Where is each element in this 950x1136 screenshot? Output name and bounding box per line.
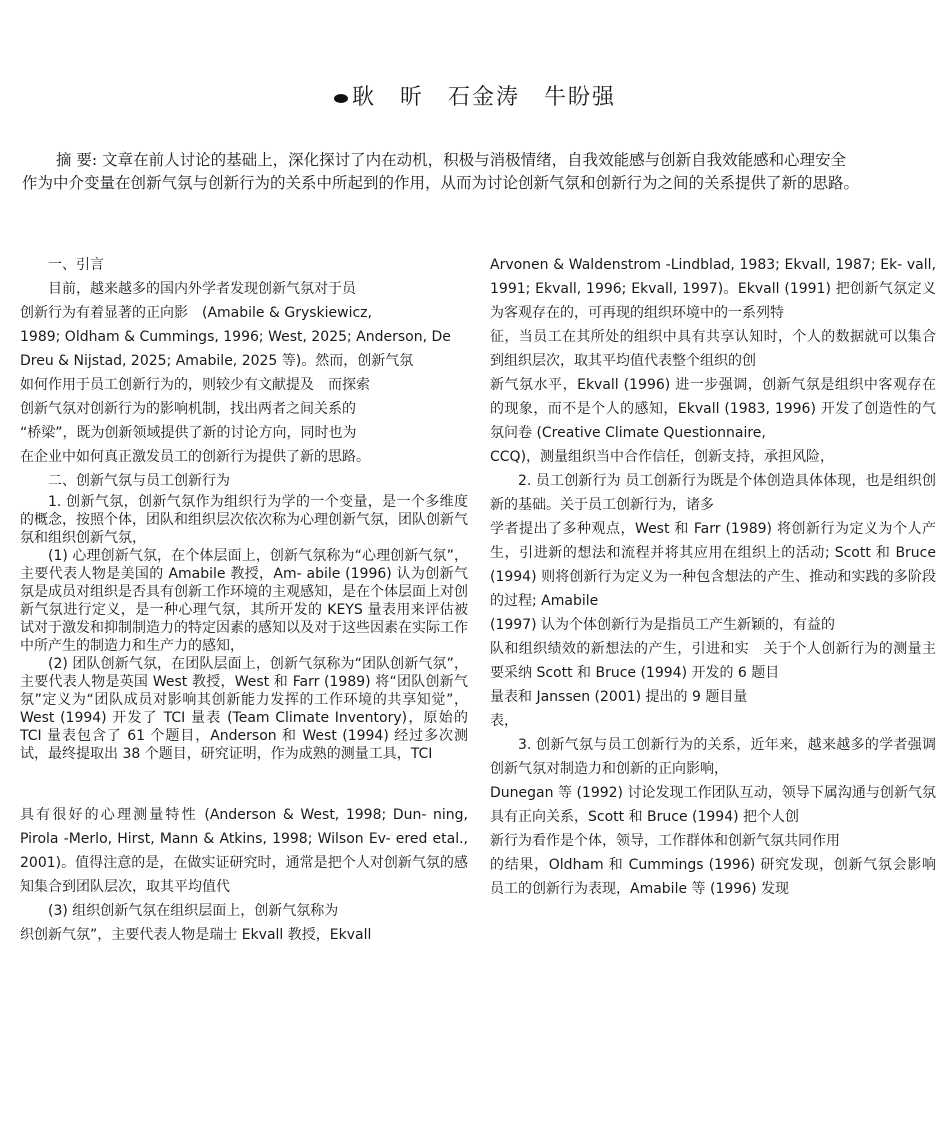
paragraph: (1) 心理创新气氛，在个体层面上，创新气氛称为“心理创新气氛”，主要代表人物是美国的 Amabile 教授，Am- abile (1996) 认为创新气氛是成员对组织是否具有创新工作环境的主观感知，是在个体层面上对创新气氛进行定义，是一种心理气氛，其所开发的 KEYS 量表用来评估被试对于激发和抑制制造力的特定因素的感知以及对于这些因素在实际工作中所产生的制造力和生产力的感知， [20,548,468,654]
paragraph-line: 在企业中如何真正激发员工的创新行为提供了新的思路。 [20,449,370,465]
paragraph: 队和组织绩效的新想法的产生，引进和实 关于个人创新行为的测量主要采纳 Scott 和 Bruce (1994) 开发的 6 题目 [490,641,936,681]
author-names: 耿 昕 石金涛 牛盼强 [351,85,616,110]
paragraph-line: 目前，越来越多的国内外学者发现创新气氛对于员 [48,281,356,297]
paragraph-line: (3) 组织创新气氛在组织层面上，创新气氛称为 [48,903,339,919]
paragraph: 征，当员工在其所处的组织中具有共享认知时，个人的数据就可以集合到组织层次，取其平均值代表整个组织的创 [490,329,936,369]
paragraph-line: CCQ)，测量组织当中合作信任，创新支持，承担风险， [490,449,835,465]
abstract-line: 作为中介变量在创新气氛与创新行为的关系中所起到的作用，从而为讨论创新气氛和创新行为之间的关系提供了新的思路。 [22,174,860,192]
paragraph: 3. 创新气氛与员工创新行为的关系，近年来，越来越多的学者强调创新气氛对制造力和创新的正向影响， [490,737,936,777]
paragraph-line: 表， [490,713,518,729]
paragraph-line: 创新气氛对创新行为的影响机制，找出两者之间关系的 [20,401,356,417]
paragraph-line: (1997) 认为个体创新行为是指员工产生新颖的，有益的 [490,617,836,633]
left-column [20,253,468,947]
paragraph: Arvonen & Waldenstrom -Lindblad, 1983; Ekvall, 1987; Ek- vall, 1991; Ekvall, 1996; Ekvall, 1997)。Ekvall (1991) 把创新气氛定义为客观存在的，可再现的组织环境中的一系列特 [490,257,936,321]
spacer [20,763,468,803]
paragraph-line: 1989; Oldham & Cummings, 1996; West, 2025; Anderson, De [20,329,451,345]
abstract [22,150,932,194]
paragraph-line: 新行为看作是个体，领导，工作群体和创新气氛共同作用 [490,833,840,849]
paragraph-line: “桥梁”，既为创新领域提供了新的讨论方向，同时也为 [20,425,357,441]
paragraph-line: 创新行为有着显著的正向影 (Amabile & Gryskiewicz, [20,305,372,321]
section-heading: 二、创新气氛与员工创新行为 [48,473,230,489]
paragraph: Dunegan 等 (1992) 讨论发现工作团队互动，领导下属沟通与创新气氛具有正向关系，Scott 和 Bruce (1994) 把个人创 [490,785,936,825]
paragraph: 新气氛水平，Ekvall (1996) 进一步强调，创新气氛是组织中客观存在的现象，而不是个人的感知，Ekvall (1983, 1996) 开发了创造性的气氛问卷 (Creative Climate Questionnaire, [490,377,936,441]
paragraph: 1. 创新气氛，创新气氛作为组织行为学的一个变量，是一个多维度的概念，按照个体，团队和组织层次依次称为心理创新气氛，团队创新气氛和组织创新气氛， [20,494,468,546]
paragraph: 的结果，Oldham 和 Cummings (1996) 研究发现，创新气氛会影响员工的创新行为表现，Amabile 等 (1996) 发现 [490,857,936,897]
abstract-line: 摘 要: 文章在前人讨论的基础上，深化探讨了内在动机，积极与消极情绪，自我效能感与创新自我效能感和心理安全 [56,151,847,169]
paragraph: (2) 团队创新气氛，在团队层面上，创新气氛称为“团队创新气氛”，主要代表人物是英国 West 教授，West 和 Farr (1989) 将“团队创新气氛”定义为“团队成员对影响其创新能力发挥的工作环境的共享知觉”，West (1994) 开发了 TCI 量表 (Team Climate Inventory)，原始的 TCI 量表包含了 61 个题目，Anderson 和 West (1994) 经过多次测试，最终提取出 38 个题目，研究证明，作为成熟的测量工具，TCI [20,656,468,762]
paragraph-line: 如何作用于员工创新行为的，则较少有文献提及 而探索 [20,377,370,393]
section-heading: 一、引言 [48,257,104,273]
paragraph: 2. 员工创新行为 员工创新行为既是个体创造具体体现，也是组织创新的基础。关于员工创新行为，诸多 [490,473,936,513]
paragraph-line: 量表和 Janssen (2001) 提出的 9 题目量 [490,689,748,705]
paragraph-line: 织创新气氛”，主要代表人物是瑞士 Ekvall 教授，Ekvall [20,927,372,943]
author-line [0,80,950,111]
paragraph: 学者提出了多种观点，West 和 Farr (1989) 将创新行为定义为个人产生，引进新的想法和流程并将其应用在组织上的活动; Scott 和 Bruce (1994) 则将创新行为定义为一种包含想法的产生、推动和实践的多阶段的过程; Amabile [490,521,936,609]
paragraph-line: Dreu & Nijstad, 2025; Amabile, 2025 等)。然而，创新气氛 [20,353,414,369]
bullet-icon [334,94,348,103]
right-column [490,253,936,901]
paragraph: 具有很好的心理测量特性 (Anderson & West, 1998; Dun- ning, Pirola -Merlo, Hirst, Mann & Atkins, 1998; Wilson Ev- ered etal., 2001)。值得注意的是，在做实证研究时，通常是把个人对创新气氛的感知集合到团队层次，取其平均值代 [20,807,468,895]
